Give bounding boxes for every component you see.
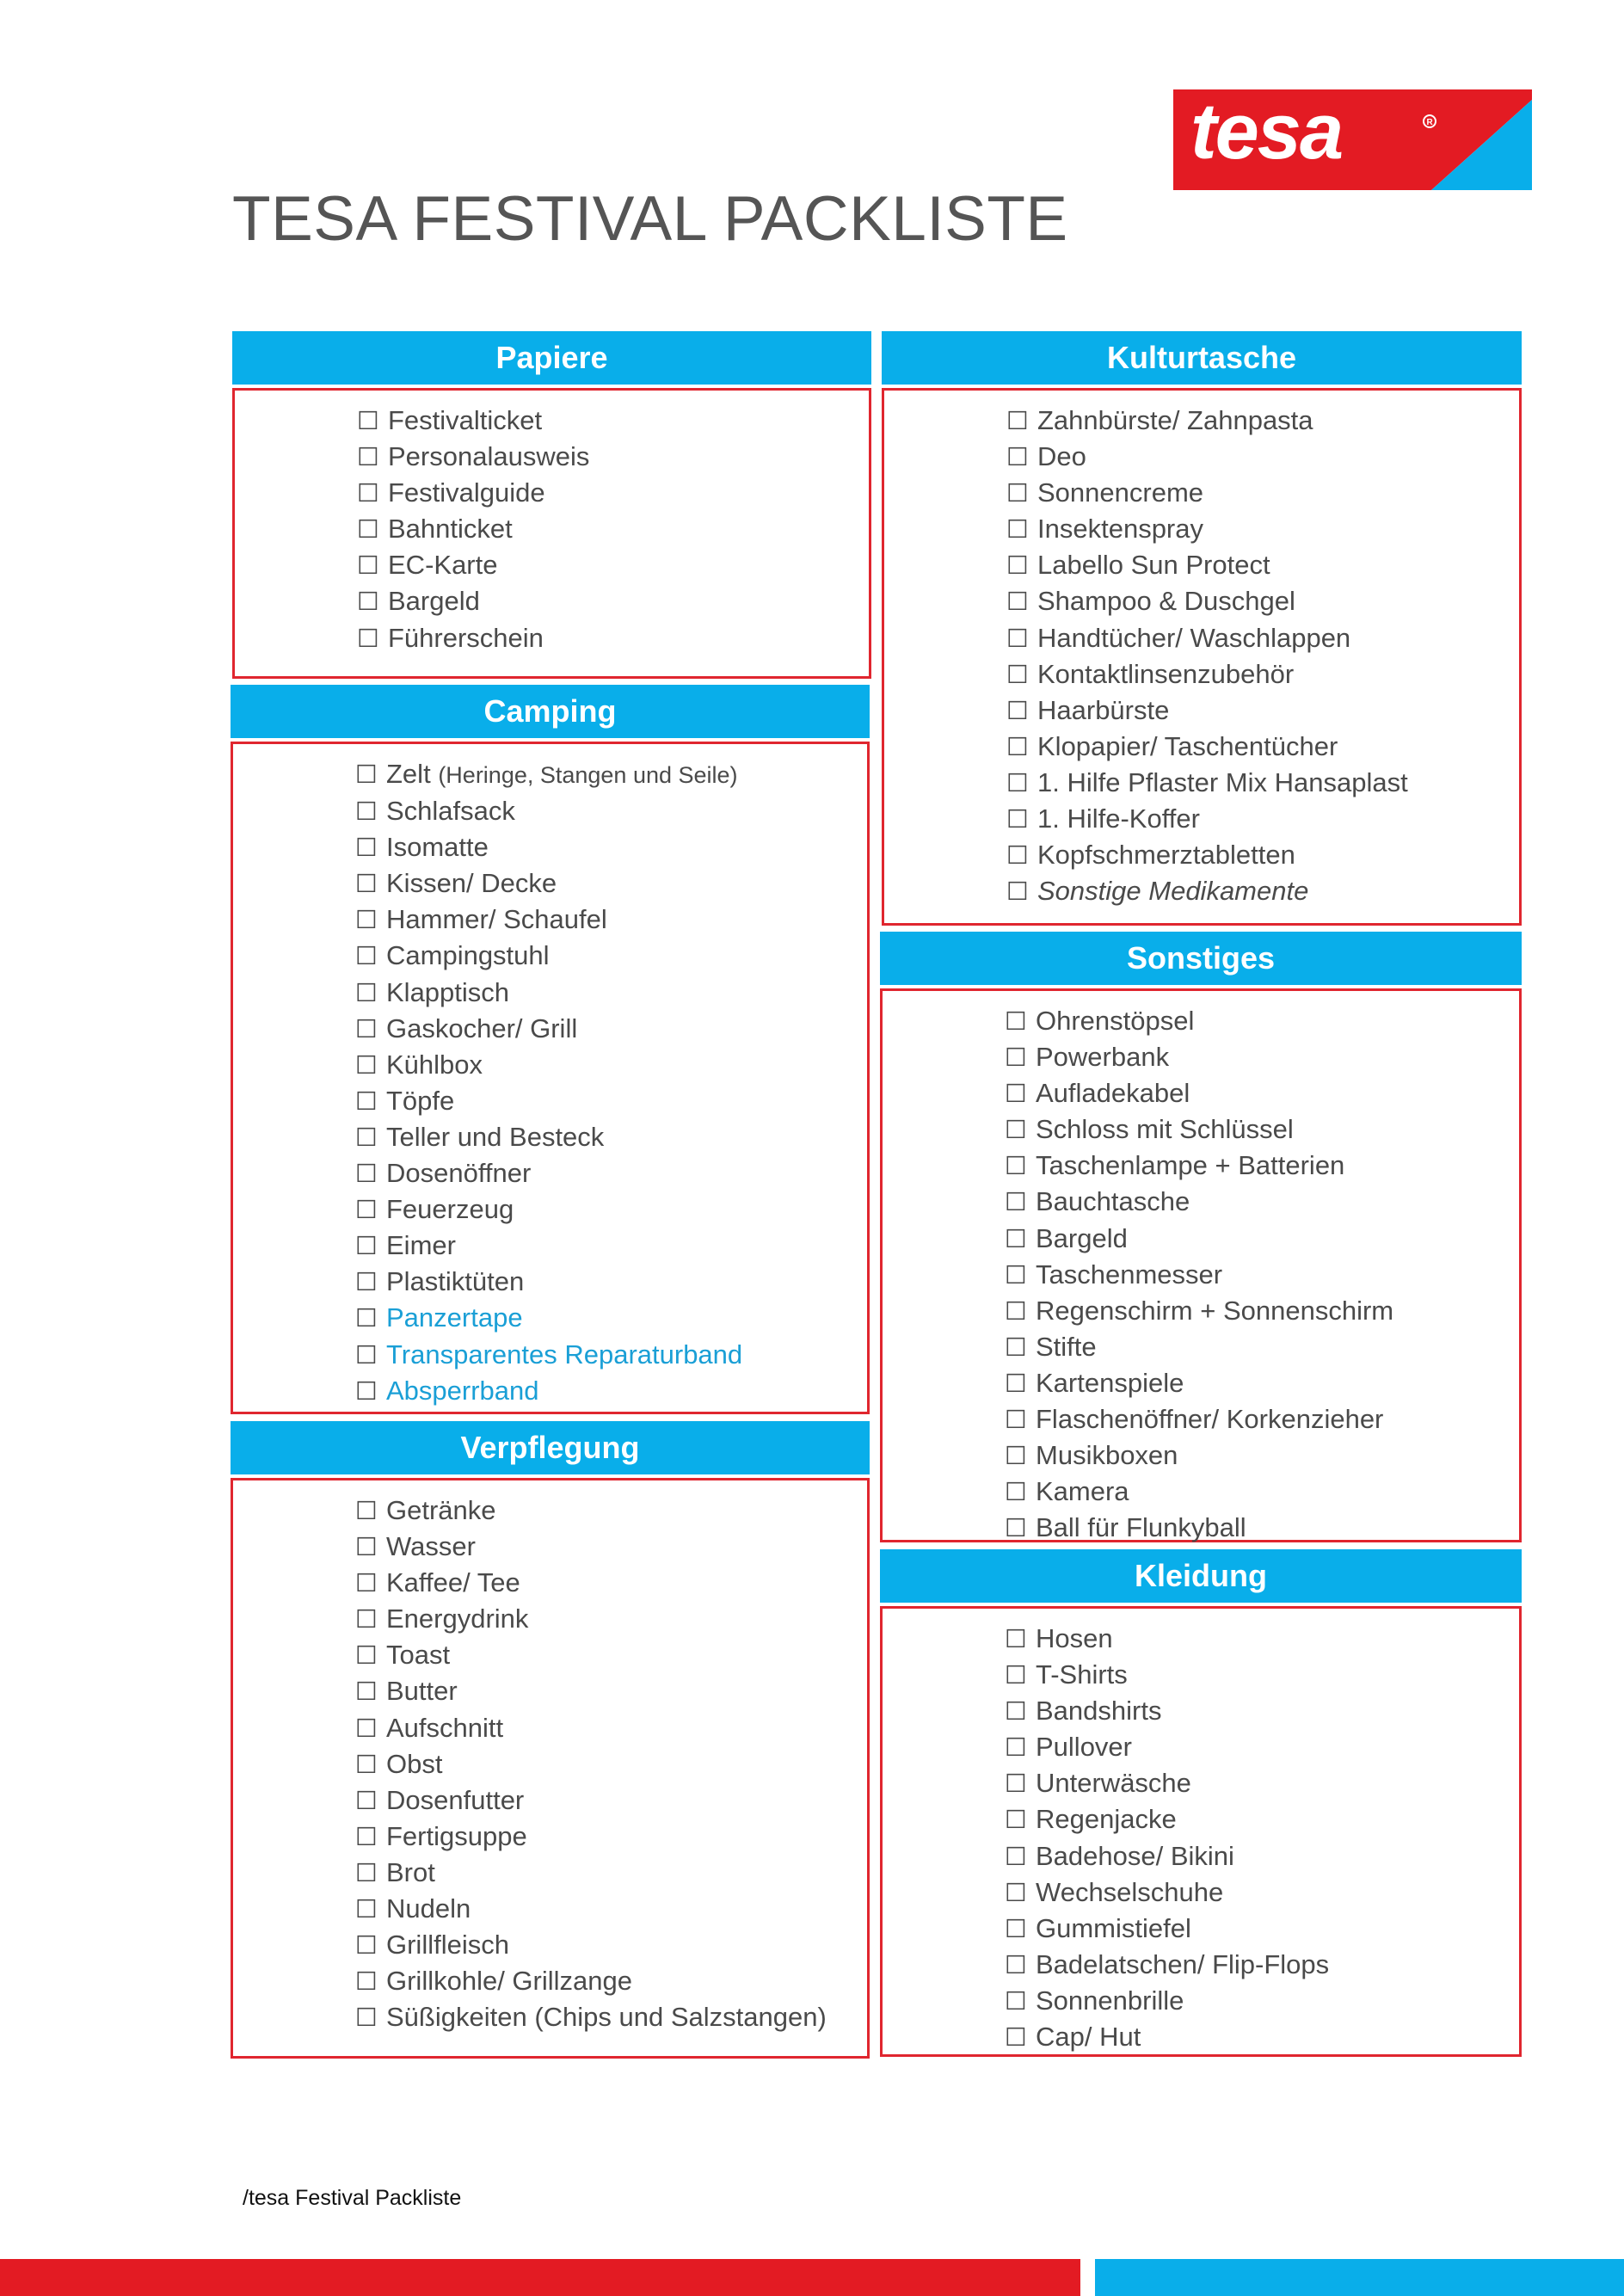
checkbox-icon[interactable]: ☐: [1006, 514, 1029, 545]
checkbox-icon[interactable]: ☐: [1005, 1913, 1027, 1943]
checkbox-icon[interactable]: ☐: [1006, 623, 1029, 653]
checklist-item[interactable]: [355, 1782, 827, 1819]
item-label: Taschenlampe + Batterien: [1036, 1150, 1345, 1181]
checklist-item[interactable]: [355, 1637, 827, 1673]
item-label: Shampoo & Duschgel: [1037, 586, 1295, 617]
checkbox-icon[interactable]: ☐: [1006, 695, 1029, 725]
checklist-item[interactable]: [355, 1565, 827, 1601]
checkbox-icon[interactable]: ☐: [1005, 1985, 1027, 2016]
checklist-item[interactable]: [355, 902, 742, 938]
checkbox-icon[interactable]: ☐: [355, 1339, 378, 1370]
checkbox-icon[interactable]: ☐: [355, 1930, 378, 1961]
checkbox-icon[interactable]: ☐: [357, 623, 379, 653]
checklist-item[interactable]: [357, 583, 589, 619]
checkbox-icon[interactable]: ☐: [355, 1640, 378, 1671]
checkbox-icon[interactable]: ☐: [1006, 551, 1029, 581]
item-label: Wechselschuhe: [1036, 1876, 1224, 1907]
checkbox-icon[interactable]: ☐: [357, 551, 379, 581]
section-heading: Verpflegung: [231, 1421, 870, 1474]
checkbox-icon[interactable]: ☐: [355, 1159, 378, 1189]
checklist-item[interactable]: [357, 403, 589, 439]
checklist-item[interactable]: [1005, 1510, 1393, 1546]
checklist-item[interactable]: [355, 1819, 827, 1855]
checkbox-icon[interactable]: ☐: [1006, 478, 1029, 508]
checklist-item[interactable]: [357, 547, 589, 583]
checklist-item[interactable]: [357, 439, 589, 475]
item-label: Bargeld: [388, 586, 480, 617]
checklist-item[interactable]: [1005, 1621, 1329, 1657]
item-label: Feuerzeug: [386, 1194, 514, 1225]
item-label: Bargeld: [1036, 1222, 1128, 1253]
checkbox-icon[interactable]: ☐: [1005, 1660, 1027, 1690]
item-label: Transparentes Reparaturband: [386, 1339, 743, 1370]
checklist-item[interactable]: [357, 475, 589, 511]
checklist: [355, 756, 742, 1409]
item-label: Töpfe: [386, 1085, 455, 1116]
checkbox-icon[interactable]: ☐: [1006, 406, 1029, 435]
checklist-item[interactable]: [1005, 1657, 1329, 1693]
checklist: [1006, 403, 1408, 909]
checklist: [357, 403, 589, 656]
checklist-item[interactable]: [355, 1999, 827, 2035]
checkbox-icon[interactable]: ☐: [357, 587, 379, 617]
checklist-item[interactable]: [1005, 1474, 1393, 1510]
item-label: Toast: [386, 1640, 451, 1671]
item-label: Zahnbürste/ Zahnpasta: [1037, 405, 1313, 435]
item-label: Handtücher/ Waschlappen: [1037, 622, 1351, 653]
checkbox-icon[interactable]: ☐: [355, 1713, 378, 1743]
checklist-item[interactable]: [1005, 1874, 1329, 1911]
checkbox-icon[interactable]: ☐: [355, 1894, 378, 1924]
item-label: Kartenspiele: [1036, 1367, 1184, 1398]
checklist-item[interactable]: [1005, 1293, 1393, 1329]
checkbox-icon[interactable]: ☐: [355, 1086, 378, 1116]
section-camping: [231, 685, 870, 1414]
checklist-item[interactable]: [1005, 1148, 1393, 1184]
checkbox-icon[interactable]: ☐: [1005, 1115, 1027, 1145]
checklist: [355, 1493, 827, 2035]
item-label: EC-Karte: [388, 550, 498, 581]
checklist-item[interactable]: [355, 829, 742, 865]
item-label: Dosenfutter: [386, 1784, 525, 1815]
item-label: Taschenmesser: [1036, 1259, 1223, 1290]
checklist-item[interactable]: [1005, 1801, 1329, 1837]
item-label: Stifte: [1036, 1331, 1097, 1362]
checklist-item[interactable]: [1005, 1221, 1393, 1257]
item-label: Schloss mit Schlüssel: [1036, 1114, 1294, 1145]
checkbox-icon[interactable]: ☐: [1005, 1006, 1027, 1036]
checklist-item[interactable]: [355, 938, 742, 974]
checkbox-icon[interactable]: ☐: [355, 833, 378, 863]
checklist-item[interactable]: [355, 1673, 827, 1709]
item-label: Brot: [386, 1856, 435, 1887]
item-label: Personalausweis: [388, 441, 590, 472]
section-box: [231, 1478, 870, 2059]
checklist-item[interactable]: [355, 1746, 827, 1782]
item-label: Festivalguide: [388, 477, 545, 508]
checklist-item[interactable]: [1006, 475, 1408, 511]
checkbox-icon[interactable]: ☐: [1005, 1187, 1027, 1217]
checklist-item[interactable]: [1005, 1329, 1393, 1365]
item-label: Gummistiefel: [1036, 1912, 1191, 1943]
section-heading: Camping: [231, 685, 870, 738]
item-label: Energydrink: [386, 1604, 529, 1634]
checkbox-icon[interactable]: ☐: [355, 1604, 378, 1634]
checkbox-icon[interactable]: ☐: [355, 1967, 378, 1997]
item-label: Insektenspray: [1037, 514, 1203, 545]
section-verpflegung: [231, 1421, 870, 2059]
checkbox-icon[interactable]: ☐: [355, 1532, 378, 1562]
item-label: Powerbank: [1036, 1042, 1170, 1073]
checklist-item[interactable]: [1005, 1039, 1393, 1075]
checklist-item[interactable]: [1006, 765, 1408, 801]
item-label: Nudeln: [386, 1893, 471, 1924]
checklist-item[interactable]: [1005, 1075, 1393, 1111]
item-label: Isomatte: [386, 832, 489, 863]
checklist-item[interactable]: [1006, 547, 1408, 583]
checkbox-icon[interactable]: ☐: [355, 1267, 378, 1297]
item-label: Butter: [386, 1676, 458, 1707]
checklist-item[interactable]: [355, 1119, 742, 1155]
checkbox-icon[interactable]: ☐: [355, 1013, 378, 1043]
item-label: Aufschnitt: [386, 1712, 504, 1743]
section-heading: Sonstiges: [880, 932, 1522, 985]
item-label: Cap/ Hut: [1036, 2022, 1141, 2053]
checkbox-icon[interactable]: ☐: [355, 1821, 378, 1851]
item-label: 1. Hilfe Pflaster Mix Hansaplast: [1037, 766, 1408, 797]
checklist-item[interactable]: [1006, 511, 1408, 547]
item-label: Bandshirts: [1036, 1696, 1162, 1727]
checkbox-icon[interactable]: ☐: [357, 406, 379, 435]
section-box: [880, 988, 1522, 1542]
checklist-item[interactable]: [355, 1963, 827, 1999]
checkbox-icon[interactable]: ☐: [1005, 1877, 1027, 1907]
section-box: [882, 388, 1522, 926]
checklist-item[interactable]: [1005, 1983, 1329, 2019]
checkbox-icon[interactable]: ☐: [1005, 1949, 1027, 1979]
checkbox-icon[interactable]: ☐: [355, 1376, 378, 1406]
checklist-item[interactable]: [355, 1300, 742, 1336]
checklist-item[interactable]: [1006, 692, 1408, 729]
checklist-item[interactable]: [1005, 1111, 1393, 1148]
checkbox-icon[interactable]: ☐: [1005, 1151, 1027, 1181]
checklist-item[interactable]: [1006, 729, 1408, 765]
item-label: Eimer: [386, 1230, 456, 1261]
checklist-item[interactable]: [355, 865, 742, 902]
section-heading: Kleidung: [880, 1549, 1522, 1603]
checkbox-icon[interactable]: ☐: [1005, 1223, 1027, 1253]
checkbox-icon[interactable]: ☐: [355, 1677, 378, 1707]
checkbox-icon[interactable]: ☐: [355, 1857, 378, 1887]
checklist-item[interactable]: [1005, 1003, 1393, 1039]
item-label: Bahnticket: [388, 514, 513, 545]
item-label: Kopfschmerztabletten: [1037, 840, 1295, 871]
checkbox-icon[interactable]: ☐: [355, 941, 378, 971]
checklist-item[interactable]: [355, 1191, 742, 1228]
checklist-item[interactable]: [1005, 1765, 1329, 1801]
checkbox-icon[interactable]: ☐: [355, 1231, 378, 1261]
item-label: Gaskocher/ Grill: [386, 1013, 578, 1043]
item-label: Sonnenbrille: [1036, 1985, 1184, 2016]
section-kleidung: [880, 1549, 1522, 2057]
checklist-item[interactable]: [355, 1337, 742, 1373]
checklist-item[interactable]: [355, 1493, 827, 1529]
item-label: Labello Sun Protect: [1037, 550, 1270, 581]
svg-text:R: R: [1426, 118, 1433, 127]
checklist-item[interactable]: [1005, 1257, 1393, 1293]
section-box: [231, 742, 870, 1414]
checklist-item[interactable]: [1005, 1729, 1329, 1765]
checklist-item[interactable]: [1006, 873, 1408, 909]
item-label: Führerschein: [388, 622, 544, 653]
checkbox-icon[interactable]: ☐: [357, 478, 379, 508]
checklist-item[interactable]: [355, 1927, 827, 1963]
checklist-item[interactable]: [1005, 1184, 1393, 1220]
checklist-item[interactable]: [1005, 1693, 1329, 1729]
item-label: Getränke: [386, 1495, 496, 1525]
checkbox-icon[interactable]: ☐: [355, 2003, 378, 2033]
checkbox-icon[interactable]: ☐: [1005, 1296, 1027, 1326]
checkbox-icon[interactable]: ☐: [1005, 1841, 1027, 1871]
checkbox-icon[interactable]: ☐: [1006, 840, 1029, 871]
checkbox-icon[interactable]: ☐: [355, 1496, 378, 1525]
item-label: Teller und Besteck: [386, 1121, 605, 1152]
checkbox-icon[interactable]: ☐: [1005, 1624, 1027, 1653]
item-label: Badelatschen/ Flip-Flops: [1036, 1948, 1330, 1979]
item-label: Haarbürste: [1037, 694, 1170, 725]
item-label: Sonstige Medikamente: [1037, 876, 1309, 907]
checklist-item[interactable]: [1006, 583, 1408, 619]
checkbox-icon[interactable]: ☐: [1006, 804, 1029, 834]
item-label: Süßigkeiten (Chips und Salzstangen): [386, 2002, 827, 2033]
checkbox-icon[interactable]: ☐: [355, 1122, 378, 1152]
checkbox-icon[interactable]: ☐: [1005, 2022, 1027, 2053]
checklist-item[interactable]: [1005, 1838, 1329, 1874]
checklist-item[interactable]: [1006, 656, 1408, 692]
checklist-item[interactable]: [1006, 801, 1408, 837]
section-box: [232, 388, 871, 679]
checklist-item[interactable]: [355, 975, 742, 1011]
checkbox-icon[interactable]: ☐: [1005, 1332, 1027, 1362]
item-label: Fertigsuppe: [386, 1820, 527, 1851]
checklist-item[interactable]: [1005, 1437, 1393, 1474]
item-label: Plastiktüten: [386, 1266, 525, 1297]
item-label: Badehose/ Bikini: [1036, 1840, 1234, 1871]
checklist-item[interactable]: [355, 793, 742, 829]
item-label: Panzertape: [386, 1302, 523, 1333]
svg-text:tesa: tesa: [1190, 89, 1343, 175]
footer-bar-red: [0, 2259, 1080, 2296]
tesa-logo: [1173, 89, 1532, 190]
checkbox-icon[interactable]: ☐: [1005, 1405, 1027, 1435]
checklist-item[interactable]: [1005, 1401, 1393, 1437]
item-label: T-Shirts: [1036, 1659, 1128, 1690]
checkbox-icon[interactable]: ☐: [355, 1195, 378, 1225]
item-label: Sonnencreme: [1037, 477, 1204, 508]
checklist-item[interactable]: [355, 1047, 742, 1083]
item-label: Grillfleisch: [386, 1930, 509, 1961]
item-label: Unterwäsche: [1036, 1768, 1191, 1799]
item-label: Kaffee/ Tee: [386, 1567, 520, 1598]
checkbox-icon[interactable]: ☐: [355, 869, 378, 899]
checkbox-icon[interactable]: ☐: [1006, 442, 1029, 472]
section-box: [880, 1606, 1522, 2057]
section-sonstiges: [880, 932, 1522, 1542]
item-label: Campingstuhl: [386, 940, 550, 971]
footer-bar-blue: [1095, 2259, 1624, 2296]
checkbox-icon[interactable]: ☐: [355, 1050, 378, 1080]
checkbox-icon[interactable]: ☐: [355, 905, 378, 935]
checklist-item[interactable]: [1005, 2019, 1329, 2055]
checklist-item[interactable]: [355, 1710, 827, 1746]
checklist-item[interactable]: [1006, 403, 1408, 439]
checklist: [1005, 1621, 1329, 2055]
item-label: Kamera: [1036, 1476, 1129, 1507]
section-heading: Papiere: [232, 331, 871, 385]
item-label: Festivalticket: [388, 405, 543, 435]
item-label: Kissen/ Decke: [386, 868, 557, 899]
checkbox-icon[interactable]: ☐: [1005, 1769, 1027, 1799]
checkbox-icon[interactable]: ☐: [355, 1568, 378, 1598]
checkbox-icon[interactable]: ☐: [1006, 587, 1029, 617]
checklist-item[interactable]: [357, 620, 589, 656]
checkbox-icon[interactable]: ☐: [357, 514, 379, 545]
checkbox-icon[interactable]: ☐: [355, 1303, 378, 1333]
item-label: Obst: [386, 1748, 443, 1779]
item-label: Klopapier/ Taschentücher: [1037, 730, 1338, 761]
checkbox-icon[interactable]: ☐: [1005, 1696, 1027, 1727]
checkbox-icon[interactable]: ☐: [1005, 1805, 1027, 1835]
checklist-item[interactable]: [355, 1155, 742, 1191]
checklist-item[interactable]: [1006, 620, 1408, 656]
checkbox-icon[interactable]: ☐: [1005, 1733, 1027, 1763]
item-label: Kühlbox: [386, 1049, 483, 1080]
item-label: Grillkohle/ Grillzange: [386, 1966, 632, 1997]
checklist-item[interactable]: [355, 1855, 827, 1891]
checkbox-icon[interactable]: ☐: [355, 760, 378, 789]
checkbox-icon[interactable]: ☐: [1005, 1079, 1027, 1109]
checkbox-icon[interactable]: ☐: [355, 1749, 378, 1779]
item-label: Regenjacke: [1036, 1804, 1177, 1835]
checklist-item[interactable]: [355, 1373, 742, 1409]
checkbox-icon[interactable]: ☐: [355, 797, 378, 827]
checkbox-icon[interactable]: ☐: [1005, 1441, 1027, 1471]
item-label: Klapptisch: [386, 976, 510, 1007]
footer-text: /tesa Festival Packliste: [243, 2186, 462, 2210]
item-label: Ball für Flunkyball: [1036, 1512, 1246, 1543]
checkbox-icon[interactable]: ☐: [355, 1785, 378, 1815]
checklist-item[interactable]: [355, 1011, 742, 1047]
checklist-item[interactable]: [1005, 1365, 1393, 1401]
checklist-item[interactable]: [1005, 1947, 1329, 1983]
item-label: Kontaktlinsenzubehör: [1037, 658, 1295, 689]
item-label: 1. Hilfe-Koffer: [1037, 803, 1200, 834]
checklist-item[interactable]: [355, 1601, 827, 1637]
checkbox-icon[interactable]: ☐: [1005, 1513, 1027, 1543]
checkbox-icon[interactable]: ☐: [1006, 767, 1029, 797]
checklist-item[interactable]: [355, 1891, 827, 1927]
checkbox-icon[interactable]: ☐: [1005, 1259, 1027, 1290]
checkbox-icon[interactable]: ☐: [357, 442, 379, 472]
item-label: Hosen: [1036, 1623, 1113, 1653]
item-label: Dosenöffner: [386, 1158, 532, 1189]
item-label: Deo: [1037, 441, 1086, 472]
checkbox-icon[interactable]: ☐: [1005, 1043, 1027, 1073]
checklist-item[interactable]: [1006, 837, 1408, 873]
item-label: Wasser: [386, 1531, 476, 1562]
checklist-item[interactable]: [355, 756, 742, 793]
item-label: Musikboxen: [1036, 1440, 1178, 1471]
checklist-item[interactable]: [357, 511, 589, 547]
item-label: Zelt: [386, 759, 431, 789]
checkbox-icon[interactable]: ☐: [355, 977, 378, 1007]
item-note: (Heringe, Stangen und Seile): [438, 762, 738, 788]
checkbox-icon[interactable]: ☐: [1005, 1368, 1027, 1398]
section-kulturtasche: [882, 331, 1522, 926]
checklist: [1005, 1003, 1393, 1546]
page-title: TESA FESTIVAL PACKLISTE: [232, 184, 1068, 254]
item-label: Ohrenstöpsel: [1036, 1006, 1195, 1036]
checklist-item[interactable]: [1005, 1911, 1329, 1947]
item-label: Absperrband: [386, 1375, 539, 1406]
checkbox-icon[interactable]: ☐: [1006, 877, 1029, 907]
item-label: Schlafsack: [386, 796, 515, 827]
checklist-item[interactable]: [355, 1529, 827, 1565]
item-label: Aufladekabel: [1036, 1078, 1190, 1109]
checkbox-icon[interactable]: ☐: [1005, 1477, 1027, 1507]
checklist-item[interactable]: [355, 1228, 742, 1264]
checklist-item[interactable]: [355, 1264, 742, 1300]
item-label: Regenschirm + Sonnenschirm: [1036, 1295, 1394, 1326]
checklist-item[interactable]: [355, 1083, 742, 1119]
item-label: Pullover: [1036, 1732, 1132, 1763]
item-label: Bauchtasche: [1036, 1186, 1190, 1217]
checkbox-icon[interactable]: ☐: [1006, 731, 1029, 761]
item-label: Flaschenöffner/ Korkenzieher: [1036, 1404, 1384, 1435]
checklist-item[interactable]: [1006, 439, 1408, 475]
section-heading: Kulturtasche: [882, 331, 1522, 385]
section-papiere: [232, 331, 871, 679]
item-label: Hammer/ Schaufel: [386, 904, 607, 935]
checkbox-icon[interactable]: ☐: [1006, 659, 1029, 689]
